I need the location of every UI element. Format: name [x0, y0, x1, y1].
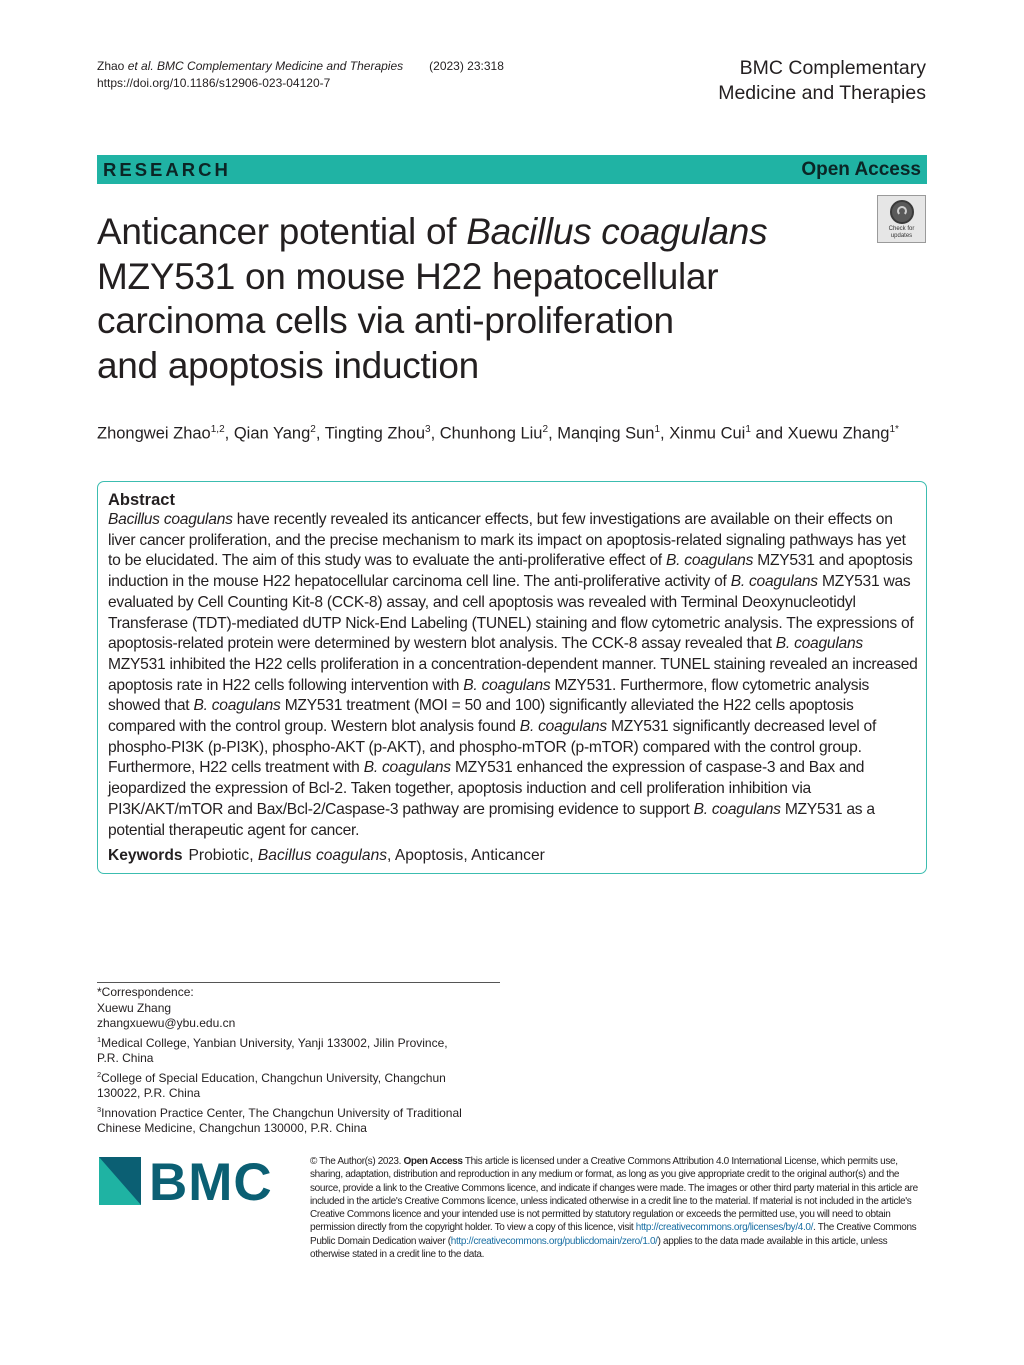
correspondence-email[interactable]: zhangxuewu@ybu.edu.cn	[97, 1016, 236, 1030]
license-text: © The Author(s) 2023. Open Access This article is licensed under a Creative Commons Attribution 4.0 International License, which permits use, sharing, adaptation, distribution and reproduction in any medium or format, as long as you give appropriate credit to the original author(s) and the source, provide a link to the Creative Commons licence, and indicate if changes were made. The images or other third party material in this article are included in the article's Creative Commons licence, unless indicated otherwise in a credit line to the material. If material is not included in the article's Creative Commons licence and your intended use is not permitted by statutory regulation or exceeds the permitted use, you will need to obtain permission directly from the copyright holder. To view a copy of this licence, visit http://creativecommons.org/licenses/by/4.0/. The Creative Commons Public Domain Dedication waiver (http://creativecommons.org/publicdomain/zero/1.0/) applies to the data made available in this article, unless otherwise stated in a credit line to the data.	[310, 1156, 918, 1261]
citation-header	[97, 58, 504, 92]
check-updates-line1: Check for	[888, 226, 915, 232]
author-name: Chunhong Liu	[439, 424, 543, 443]
title-line2: MZY531 on mouse H22 hepatocellular	[97, 255, 719, 297]
doi-link[interactable]: https://doi.org/10.1186/s12906-023-04120-7	[97, 76, 331, 90]
author-separator: ,	[224, 424, 234, 443]
check-updates-icon	[890, 200, 914, 224]
keywords-label: Keywords	[108, 847, 183, 864]
keywords: Keywords Probiotic, Bacillus coagulans, Apoptosis, Anticancer	[108, 847, 545, 864]
check-updates-line2: updates	[890, 232, 913, 239]
author-name: Xinmu Cui	[669, 424, 746, 443]
check-for-updates-badge[interactable]	[877, 195, 926, 243]
logo-text: BMC	[149, 1155, 273, 1207]
journal-name	[718, 56, 926, 106]
author-affiliation: 1	[654, 424, 661, 435]
abstract-heading: Abstract	[108, 491, 175, 509]
author-name: Qian Yang	[233, 424, 311, 443]
author-affiliation: 1*	[889, 424, 899, 435]
footnotes	[97, 985, 467, 1137]
author-separator: ,	[315, 424, 325, 443]
title-line1: Anticancer potential of	[97, 211, 467, 252]
author-affiliation: 3	[425, 424, 431, 435]
open-access-label: Open Access	[801, 158, 921, 180]
author-affiliation: 1,2	[210, 424, 225, 435]
author-separator: ,	[430, 424, 440, 443]
author-name: Xuewu Zhang	[787, 424, 890, 443]
correspondence-name: Xuewu Zhang	[97, 1000, 172, 1015]
public-domain-link[interactable]: http://creativecommons.org/publicdomain/zero/1.0/	[450, 1235, 658, 1247]
title-line4: and apoptosis induction	[97, 344, 479, 386]
abstract-text: Bacillus coagulans have recently revealed its anticancer effects, but few investigations are available on their effects on liver cancer proliferation, and the precise mechanism to mark its impact on apoptosis-related signaling pathways has yet to be elucidated. The aim of this study was to evaluate the anti-proliferative effect of B. coagulans MZY531 and apoptosis induction in the mouse H22 hepatocellular carcinoma cell line. The anti-proliferative activity of B. coagulans MZY531 was evaluated by Cell Counting Kit-8 (CCK-8) assay, and cell apoptosis was revealed with Terminal Deoxynucleotidyl Transferase (TDT)-mediated dUTP Nick-End Labeling (TUNEL) staining and flow cytometric analysis. The expressions of apoptosis-related protein were determined by western blot analysis. The CCK-8 assay revealed that B. coagulans MZY531 inhibited the H22 cells proliferation in a concentration-dependent manner. TUNEL staining revealed an increased apoptosis rate in H22 cells following intervention with B. coagulans MZY531. Furthermore, flow cytometric analysis showed that B. coagulans MZY531 treatment (MOI = 50 and 100) significantly alleviated the H22 cells apoptosis compared with the control group. Western blot analysis found B. coagulans MZY531 significantly decreased level of phospho-PI3K (p-PI3K), phospho-AKT (p-AKT), and phospho-mTOR (p-mTOR) compared with the control group. Furthermore, H22 cells treatment with B. coagulans MZY531 enhanced the expression of caspase-3 and Bax and jeopardized the expression of Bcl-2. Taken together, apoptosis induction and cell proliferation inhibition via PI3K/AKT/mTOR and Bax/Bcl-2/Caspase-3 pathway are promising evidence to support B. coagulans MZY531 as a potential therapeutic agent for cancer.	[108, 511, 918, 839]
bmc-logo	[97, 1155, 285, 1207]
article-type-band	[97, 155, 927, 184]
journal-name-line2: Medicine and Therapies	[718, 82, 926, 104]
author-name: Tingting Zhou	[324, 424, 425, 443]
correspondence-label: *Correspondence:	[97, 985, 194, 999]
author-affiliation: 1	[745, 424, 751, 435]
author-affiliation: 2	[310, 424, 316, 435]
journal-name-line1: BMC Complementary	[739, 57, 926, 79]
affiliation-3: $^3$Innovation Practice Center, The Changchun University of Traditional Chinese Medicine, Changchun 130000, P.R. China	[97, 1104, 462, 1135]
author-separator: and	[750, 424, 788, 443]
author-affiliation: 2	[542, 424, 549, 435]
footnote-divider	[97, 982, 500, 983]
title-line3: carcinoma cells via anti-proliferation	[97, 300, 674, 341]
author-list	[97, 424, 899, 444]
article-type: RESEARCH	[103, 158, 231, 180]
title-species: Bacillus coagulans	[466, 211, 768, 252]
citation-authors: Zhao	[97, 59, 128, 73]
citation-journal: et al. BMC Complementary Medicine and Therapies	[127, 59, 404, 73]
affiliation-1: $^1$Medical College, Yanbian University, Yanji 133002, Jilin Province, P.R. China	[97, 1034, 448, 1065]
author-name: Zhongwei Zhao	[97, 424, 211, 443]
license-link[interactable]: http://creativecommons.org/licenses/by/4.0/	[635, 1222, 814, 1234]
citation-year: (2023) 23:318	[429, 59, 504, 73]
affiliation-2: $^2$College of Special Education, Changchun University, Changchun 130022, P.R. China	[97, 1069, 446, 1100]
author-name: Manqing Sun	[557, 424, 655, 443]
author-separator: ,	[660, 424, 670, 443]
article-title	[97, 210, 857, 388]
author-separator: ,	[548, 424, 558, 443]
